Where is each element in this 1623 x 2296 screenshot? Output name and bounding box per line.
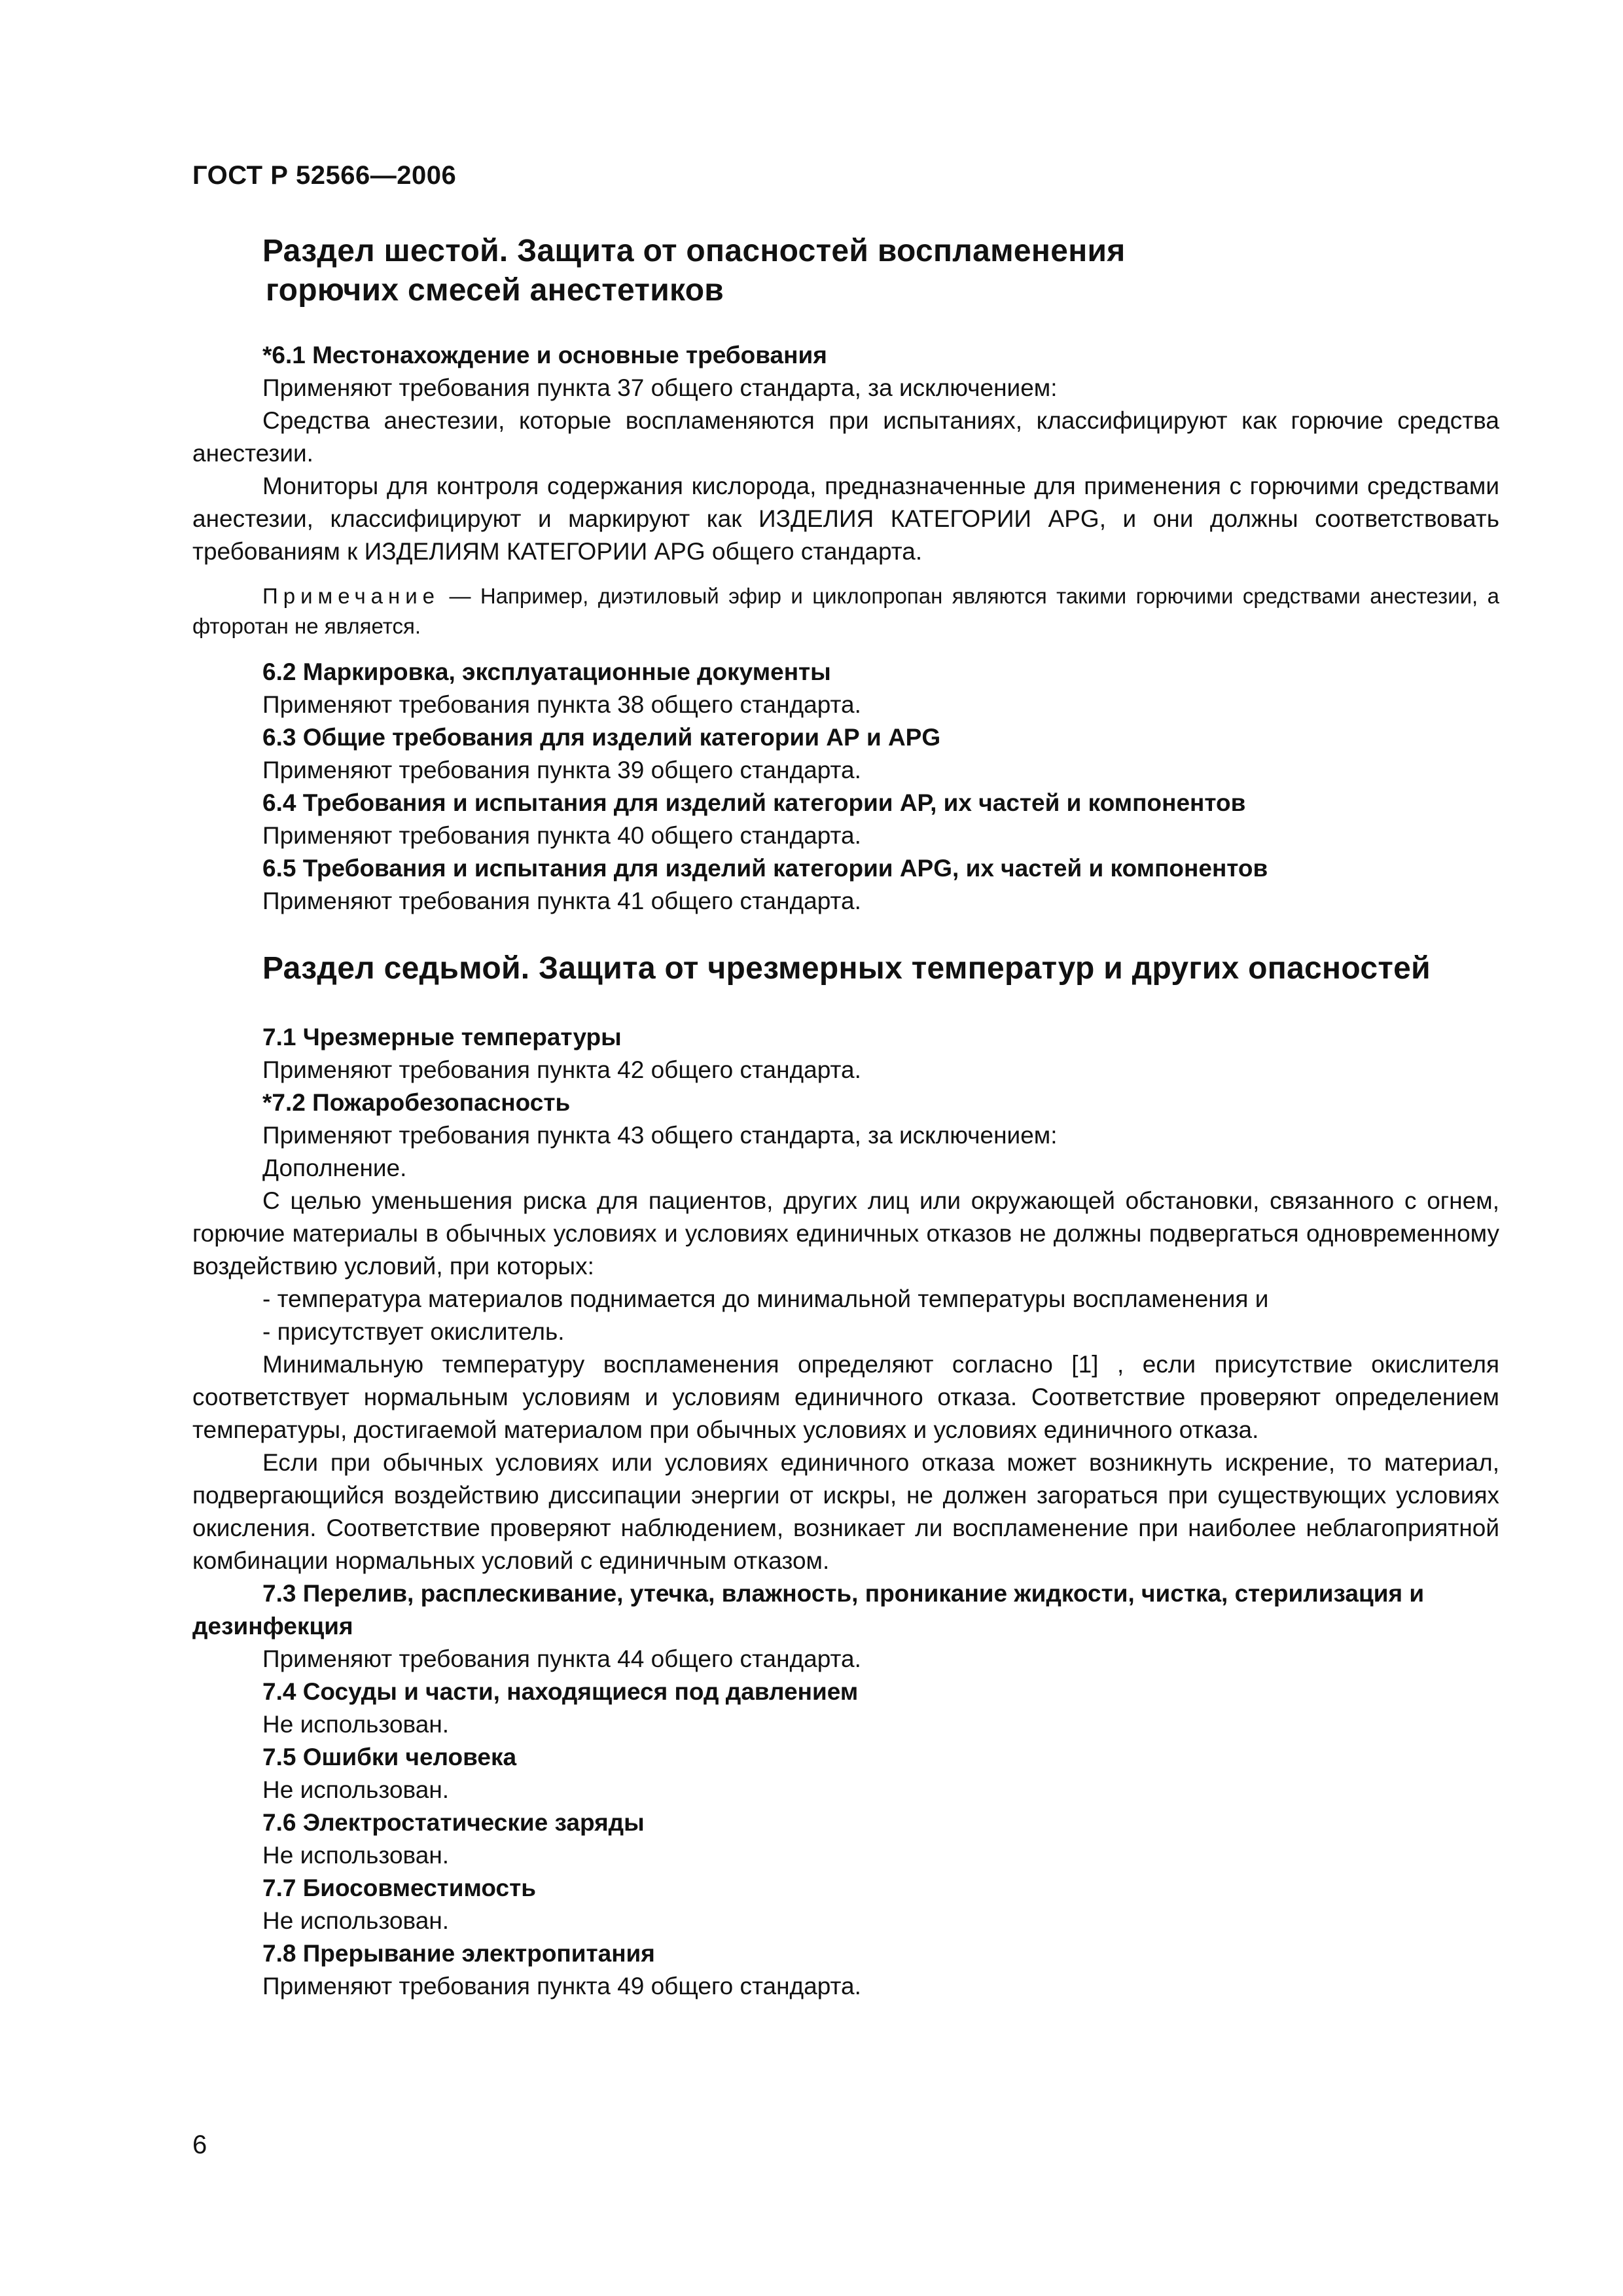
heading-7-6: 7.6 Электростатические заряды	[262, 1809, 645, 1836]
para-6-3: Применяют требования пункта 39 общего стандарта.	[262, 757, 861, 783]
note-text: — Например, диэтиловый эфир и циклопропан являются такими горючими средствами анестезии, а фторотан не является.	[192, 584, 1500, 638]
heading-7-1: 7.1 Чрезмерные температуры	[262, 1024, 622, 1050]
para-7-2-e: Если при обычных условиях или условиях единичного отказа может возникнуть искрение, то материал, подвергающийся воздействию диссипации энергии от искры, не должен загораться при существующих условиях окисления. Соответствие проверяют наблюдением, возникает ли воспламенение при наиболее неблагоприятной комбинации нормальных условий с единичным отказом.	[192, 1449, 1499, 1574]
para-7-5: Не использован.	[262, 1776, 450, 1803]
note-paragraph	[192, 581, 1499, 641]
heading-6-5: 6.5 Требования и испытания для изделий категории APG, их частей и компонентов	[262, 855, 1268, 882]
para-7-2-c: С целью уменьшения риска для пациентов, других лиц или окружающей обстановки, связанного с огнем, горючие материалы в обычных условиях и условиях единичных отказов не должны подвергаться одновременному воздействию условий, при которых:	[192, 1187, 1499, 1280]
para-7-7: Не использован.	[262, 1907, 450, 1934]
heading-7-4: 7.4 Сосуды и части, находящиеся под давлением	[262, 1678, 859, 1705]
list-item-1: - температура материалов поднимается до минимальной температуры воспламенения и	[262, 1285, 1269, 1312]
para-6-1-b: Средства анестезии, которые воспламеняются при испытаниях, классифицируют как горючие средства анестезии.	[192, 407, 1499, 467]
heading-6-4: 6.4 Требования и испытания для изделий категории АР, их частей и компонентов	[262, 789, 1246, 816]
heading-7-8: 7.8 Прерывание электропитания	[262, 1940, 655, 1967]
para-7-2-a: Применяют требования пункта 43 общего стандарта, за исключением:	[262, 1122, 1058, 1149]
para-6-2: Применяют требования пункта 38 общего стандарта.	[262, 691, 861, 718]
para-6-1-c: Мониторы для контроля содержания кислорода, предназначенные для применения с горючими средствами анестезии, классифицируют и маркируют как ИЗДЕЛИЯ КАТЕГОРИИ APG, и они должны соответствовать требованиям к ИЗДЕЛИЯМ КАТЕГОРИИ APG общего стандарта.	[192, 473, 1499, 565]
heading-6-2: 6.2 Маркировка, эксплуатационные документы	[262, 658, 831, 685]
heading-7-7: 7.7 Биосовместимость	[262, 1874, 536, 1901]
para-7-8: Применяют требования пункта 49 общего стандарта.	[262, 1973, 861, 2000]
para-7-1: Применяют требования пункта 42 общего стандарта.	[262, 1056, 861, 1083]
list-item-2: - присутствует окислитель.	[262, 1318, 565, 1345]
heading-7-3: 7.3 Перелив, расплескивание, утечка, влажность, проникание жидкости, чистка, стерилизация и дезинфекция	[192, 1580, 1425, 1640]
heading-6-1: *6.1 Местонахождение и основные требования	[262, 342, 827, 368]
page-number: 6	[192, 2130, 207, 2159]
para-7-4: Не использован.	[262, 1711, 450, 1738]
heading-7-5: 7.5 Ошибки человека	[262, 1744, 517, 1770]
section-7-title: Раздел седьмой. Защита от чрезмерных температур и других опасностей	[262, 951, 1431, 986]
para-6-1-a: Применяют требования пункта 37 общего стандарта, за исключением:	[262, 374, 1058, 401]
para-7-6: Не использован.	[262, 1842, 450, 1869]
section-6	[192, 232, 1499, 310]
para-6-5: Применяют требования пункта 41 общего стандарта.	[262, 888, 861, 914]
section-7-body	[192, 1021, 1499, 2003]
para-7-2-d: Минимальную температуру воспламенения определяют согласно [1] , если присутствие окислителя соответствует нормальным условиям и условиям единичного отказа. Соответствие проверяют определением температуры, достигаемой материалом при обычных условиях и условиях единичного отказа.	[192, 1351, 1499, 1443]
para-7-2-b: Дополнение.	[262, 1155, 407, 1181]
section-6-body	[192, 339, 1499, 918]
section-6-title-line1: Раздел шестой. Защита от опасностей воспламенения	[262, 234, 1126, 268]
section-6-title-line2: горючих смесей анестетиков	[266, 273, 724, 308]
heading-6-3: 6.3 Общие требования для изделий категории АР и APG	[262, 724, 941, 751]
standard-designation: ГОСТ Р 52566—2006	[192, 161, 457, 190]
section-7	[192, 949, 1499, 988]
para-7-3: Применяют требования пункта 44 общего стандарта.	[262, 1645, 861, 1672]
note-label: Примечание	[262, 584, 440, 608]
para-6-4: Применяют требования пункта 40 общего стандарта.	[262, 822, 861, 849]
heading-7-2: *7.2 Пожаробезопасность	[262, 1089, 571, 1116]
